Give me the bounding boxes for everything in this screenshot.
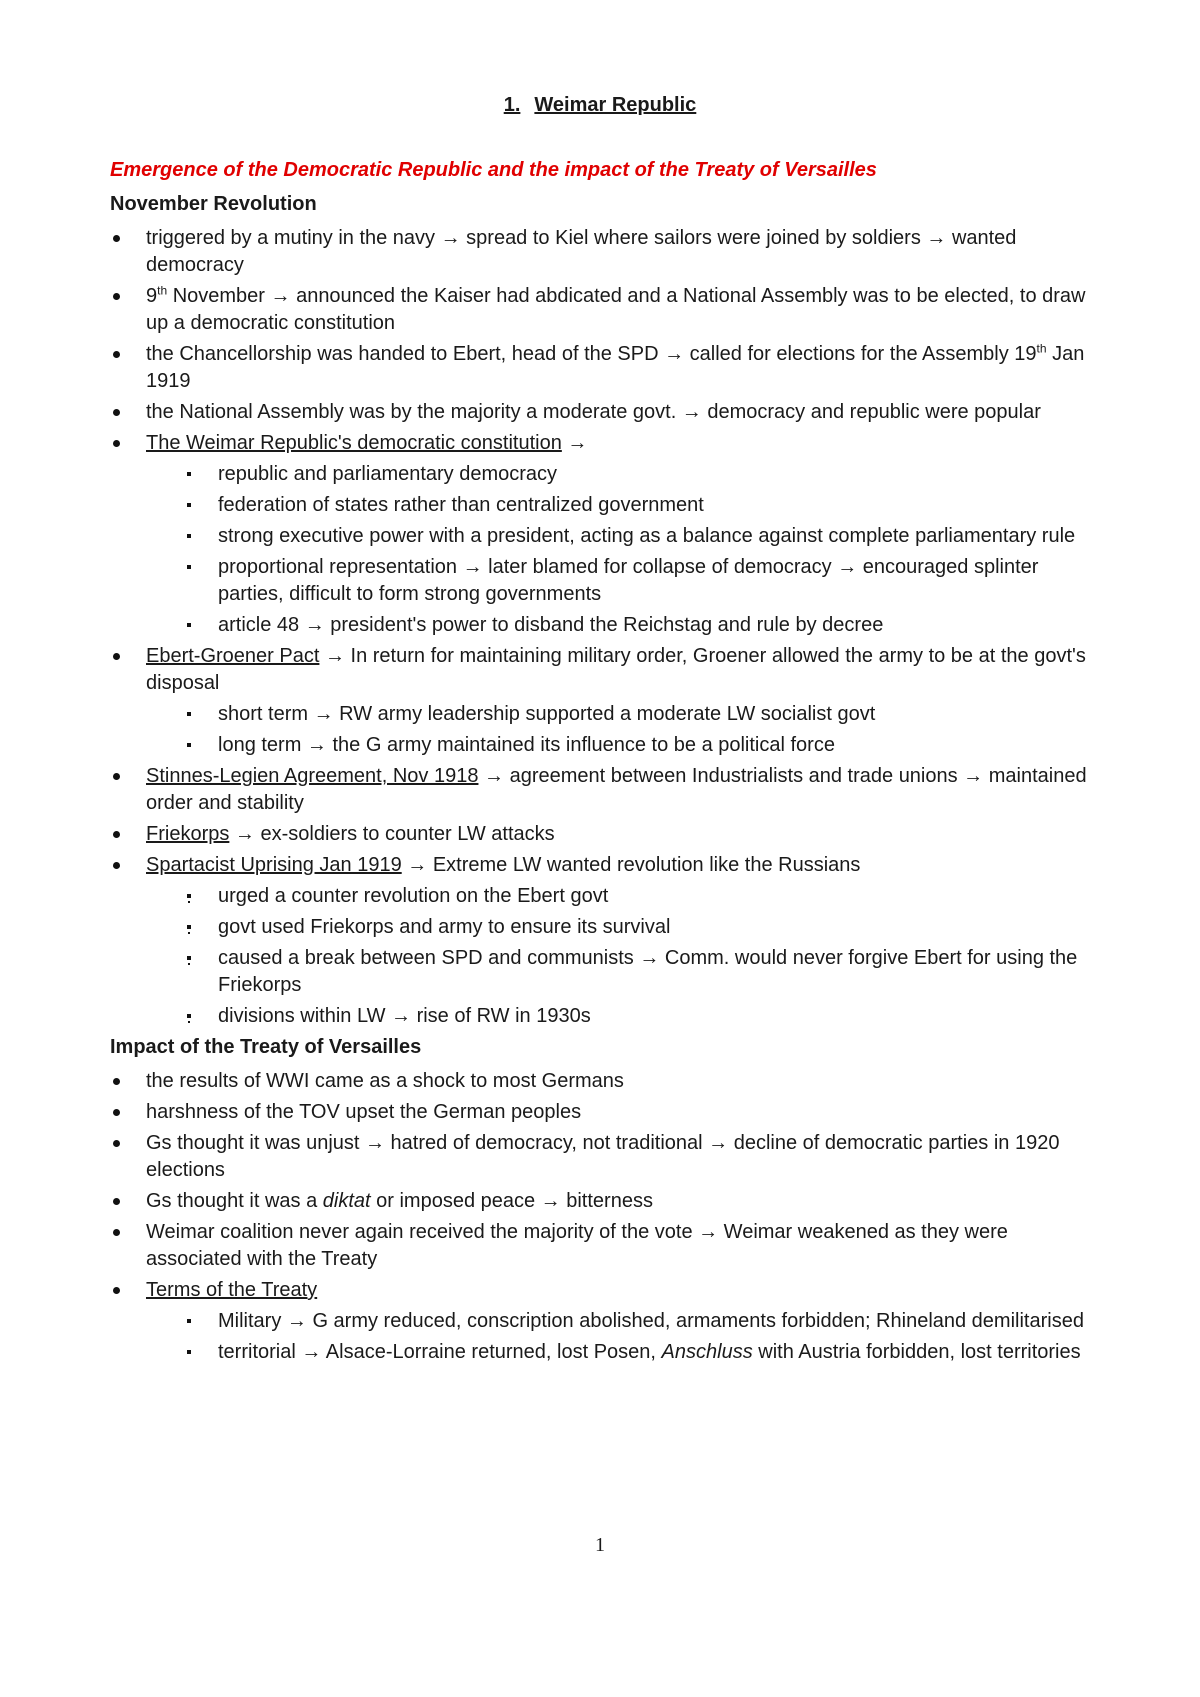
list-item: Spartacist Uprising Jan 1919 → Extreme LW wanted revolution like the Russians urged a counter revolution on the Ebert govt govt used Friekorps and army to ensure its survival caused a break between SPD and communists → Comm. would never forgive Ebert for using the Friekorps divisions within LW → rise of RW in 1930s [110, 852, 1100, 1030]
title-text: Weimar Republic [534, 94, 697, 116]
list-item: 9th November → announced the Kaiser had abdicated and a National Assembly was to be elected, to draw up a democratic constitution [110, 283, 1100, 337]
section-heading: Emergence of the Democratic Republic and the impact of the Treaty of Versailles [110, 159, 877, 181]
document-title [0, 92, 1200, 119]
sub-list-item: govt used Friekorps and army to ensure its survival [110, 914, 1100, 941]
square-bullet-icon [187, 712, 191, 716]
sub-list-item: divisions within LW → rise of RW in 1930s [110, 1003, 1100, 1030]
square-bullet-icon [187, 1014, 191, 1018]
bullet-icon [113, 1287, 120, 1294]
list-item: Terms of the Treaty Military → G army reduced, conscription abolished, armaments forbidden; Rhineland demilitarised territorial → Alsace-Lorraine returned, lost Posen, Anschluss with Austria forbidden, lost territories [110, 1277, 1100, 1366]
bullet-icon [113, 235, 120, 242]
sub-list-item: caused a break between SPD and communists → Comm. would never forgive Ebert for using the Friekorps [110, 945, 1100, 999]
document-body [110, 157, 1100, 1370]
treaty-terms-sublist [146, 1308, 1100, 1366]
bullet-icon [113, 1109, 120, 1116]
list-item: harshness of the TOV upset the German peoples [110, 1099, 1100, 1126]
square-bullet-icon [187, 472, 191, 476]
november-revolution-list [110, 225, 1100, 1030]
square-bullet-icon [187, 503, 191, 507]
list-item: Gs thought it was a diktat or imposed peace → bitterness [110, 1188, 1100, 1215]
list-item: the results of WWI came as a shock to most Germans [110, 1068, 1100, 1095]
square-bullet-icon [187, 894, 191, 898]
bullet-icon [113, 1198, 120, 1205]
bullet-icon [113, 773, 120, 780]
square-bullet-icon [187, 565, 191, 569]
list-item: triggered by a mutiny in the navy → spread to Kiel where sailors were joined by soldiers → wanted democracy [110, 225, 1100, 279]
list-item: the Chancellorship was handed to Ebert, head of the SPD → called for elections for the Assembly 19th Jan 1919 [110, 341, 1100, 395]
bullet-icon [113, 409, 120, 416]
versailles-heading: Impact of the Treaty of Versailles [110, 1036, 422, 1058]
sub-list-item: long term → the G army maintained its influence to be a political force [110, 732, 1100, 759]
bullet-icon [113, 862, 120, 869]
versailles-list [110, 1068, 1100, 1366]
list-item: Friekorps → ex-soldiers to counter LW attacks [110, 821, 1100, 848]
square-bullet-icon [187, 925, 191, 929]
bullet-icon [113, 1229, 120, 1236]
sub-list-item: short term → RW army leadership supported a moderate LW socialist govt [110, 701, 1100, 728]
list-item: Gs thought it was unjust → hatred of democracy, not traditional → decline of democratic parties in 1920 elections [110, 1130, 1100, 1184]
sub-list-item: republic and parliamentary democracy [110, 461, 1100, 488]
bullet-icon [113, 653, 120, 660]
sub-list-item: strong executive power with a president, acting as a balance against complete parliamentary rule [110, 523, 1100, 550]
square-bullet-icon [187, 743, 191, 747]
list-item: Weimar coalition never again received the majority of the vote → Weimar weakened as they were associated with the Treaty [110, 1219, 1100, 1273]
bullet-icon [113, 351, 120, 358]
sub-list-item: urged a counter revolution on the Ebert govt [110, 883, 1100, 910]
sub-list-item: federation of states rather than centralized government [110, 492, 1100, 519]
bullet-icon [113, 1140, 120, 1147]
list-item: Ebert-Groener Pact → In return for maintaining military order, Groener allowed the army to be at the govt's disposal short term → RW army leadership supported a moderate LW socialist govt long term → the G army maintained its influence to be a political force [110, 643, 1100, 759]
sub-list-item: territorial → Alsace-Lorraine returned, lost Posen, Anschluss with Austria forbidden, lost territories [110, 1339, 1100, 1366]
pact-sublist [146, 701, 1100, 759]
constitution-sublist [146, 461, 1100, 639]
sub-list-item: Military → G army reduced, conscription abolished, armaments forbidden; Rhineland demilitarised [110, 1308, 1100, 1335]
square-bullet-icon [187, 1319, 191, 1323]
list-item: The Weimar Republic's democratic constitution → republic and parliamentary democracy federation of states rather than centralized government strong executive power with a president, acting as a balance against complete parliamentary rule proportional representation → later blamed for collapse of democracy → encouraged splinter parties, difficult to form strong governments article 48 → president's power to disband the Reichstag and rule by decree [110, 430, 1100, 639]
list-item: the National Assembly was by the majority a moderate govt. → democracy and republic were popular [110, 399, 1100, 426]
spartacist-sublist [146, 883, 1100, 1030]
bullet-icon [113, 831, 120, 838]
sub-list-item: article 48 → president's power to disband the Reichstag and rule by decree [110, 612, 1100, 639]
square-bullet-icon [187, 956, 191, 960]
list-item: Stinnes-Legien Agreement, Nov 1918 → agreement between Industrialists and trade unions → maintained order and stability [110, 763, 1100, 817]
sub-list-item: proportional representation → later blamed for collapse of democracy → encouraged splinter parties, difficult to form strong governments [110, 554, 1100, 608]
page-number: 1 [595, 1534, 605, 1556]
square-bullet-icon [187, 623, 191, 627]
bullet-icon [113, 440, 120, 447]
bullet-icon [113, 1078, 120, 1085]
title-number: 1. [503, 94, 521, 116]
square-bullet-icon [187, 1350, 191, 1354]
bullet-icon [113, 293, 120, 300]
square-bullet-icon [187, 534, 191, 538]
november-revolution-heading: November Revolution [110, 193, 317, 215]
